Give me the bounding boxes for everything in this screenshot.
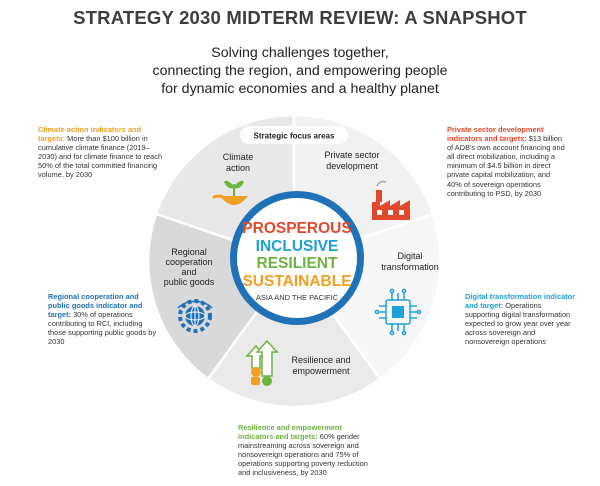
subtitle-line: for dynamic economies and a healthy planet bbox=[161, 81, 439, 97]
note-text: 30% of operations contributing to RCI, including those supporting public goods by 2030 bbox=[48, 310, 157, 347]
note-label: Climate action indicators and targets: bbox=[38, 125, 142, 144]
segment-label-private: development bbox=[326, 161, 378, 171]
segment-label-digital: Digital bbox=[397, 251, 423, 261]
center-word-sustainable: SUSTAINABLE bbox=[242, 273, 352, 290]
subtitle-line: connecting the region, and empowering people bbox=[152, 63, 448, 79]
subtitle-line: Solving challenges together, bbox=[211, 45, 389, 61]
center-word-resilient: RESILIENT bbox=[256, 255, 338, 272]
segment-label-regional: public goods bbox=[163, 277, 215, 287]
note-label: Regional cooperation and public goods indicator and target: bbox=[48, 292, 143, 320]
note-private-sector bbox=[447, 125, 565, 198]
note-resilience-empowerment bbox=[238, 423, 373, 478]
segment-label-climate: Climate bbox=[222, 152, 254, 162]
note-text: Operations supporting digital transformation expected to grow year over year across sovereign and nonsovereign operations bbox=[465, 301, 571, 347]
note-text: More than $100 billion in cumulative climate finance (2019–2030) and for climate finance to reach 50% of the total committed financing volume, by 2030 bbox=[38, 134, 163, 180]
segment-label-private: Private sector bbox=[324, 150, 380, 160]
segment-label-resilience: Resilience and bbox=[291, 355, 351, 365]
note-label: Private sector development indicators and targets: bbox=[447, 125, 544, 144]
note-label: Digital transformation indicator and target: bbox=[465, 292, 576, 311]
note-climate-action bbox=[38, 125, 168, 180]
segment-label-regional: and bbox=[181, 267, 197, 277]
focus-header: Strategic focus areas bbox=[253, 131, 335, 141]
note-digital-transformation bbox=[465, 292, 577, 347]
segment-label-resilience: empowerment bbox=[292, 366, 350, 376]
note-text: $13 billion of ADB's own account financing and all direct mobilization, including a minimum of $4.5 billion in direct private capital mobilization, and 40% of sovereign operations contributing to PSD, by 2030 bbox=[447, 134, 565, 198]
segment-label-digital: transformation bbox=[381, 262, 439, 272]
center-region: ASIA AND THE PACIFIC bbox=[255, 293, 339, 302]
segment-label-regional: Regional bbox=[171, 247, 207, 257]
page-title: STRATEGY 2030 MIDTERM REVIEW: A SNAPSHOT bbox=[73, 7, 527, 28]
center-word-prosperous: PROSPEROUS bbox=[242, 220, 352, 237]
note-regional-cooperation bbox=[48, 292, 160, 347]
note-label: Resilience and empowerment indicators and targets: bbox=[238, 423, 342, 442]
segment-label-regional: cooperation bbox=[165, 257, 213, 267]
center-word-inclusive: INCLUSIVE bbox=[255, 238, 339, 255]
note-text: 60% gender mainstreaming across sovereign and nonsovereign operations and 75% of operations supporting poverty reduction and inclusiveness, by 2030 bbox=[238, 432, 368, 478]
segment-label-climate: action bbox=[225, 163, 251, 173]
